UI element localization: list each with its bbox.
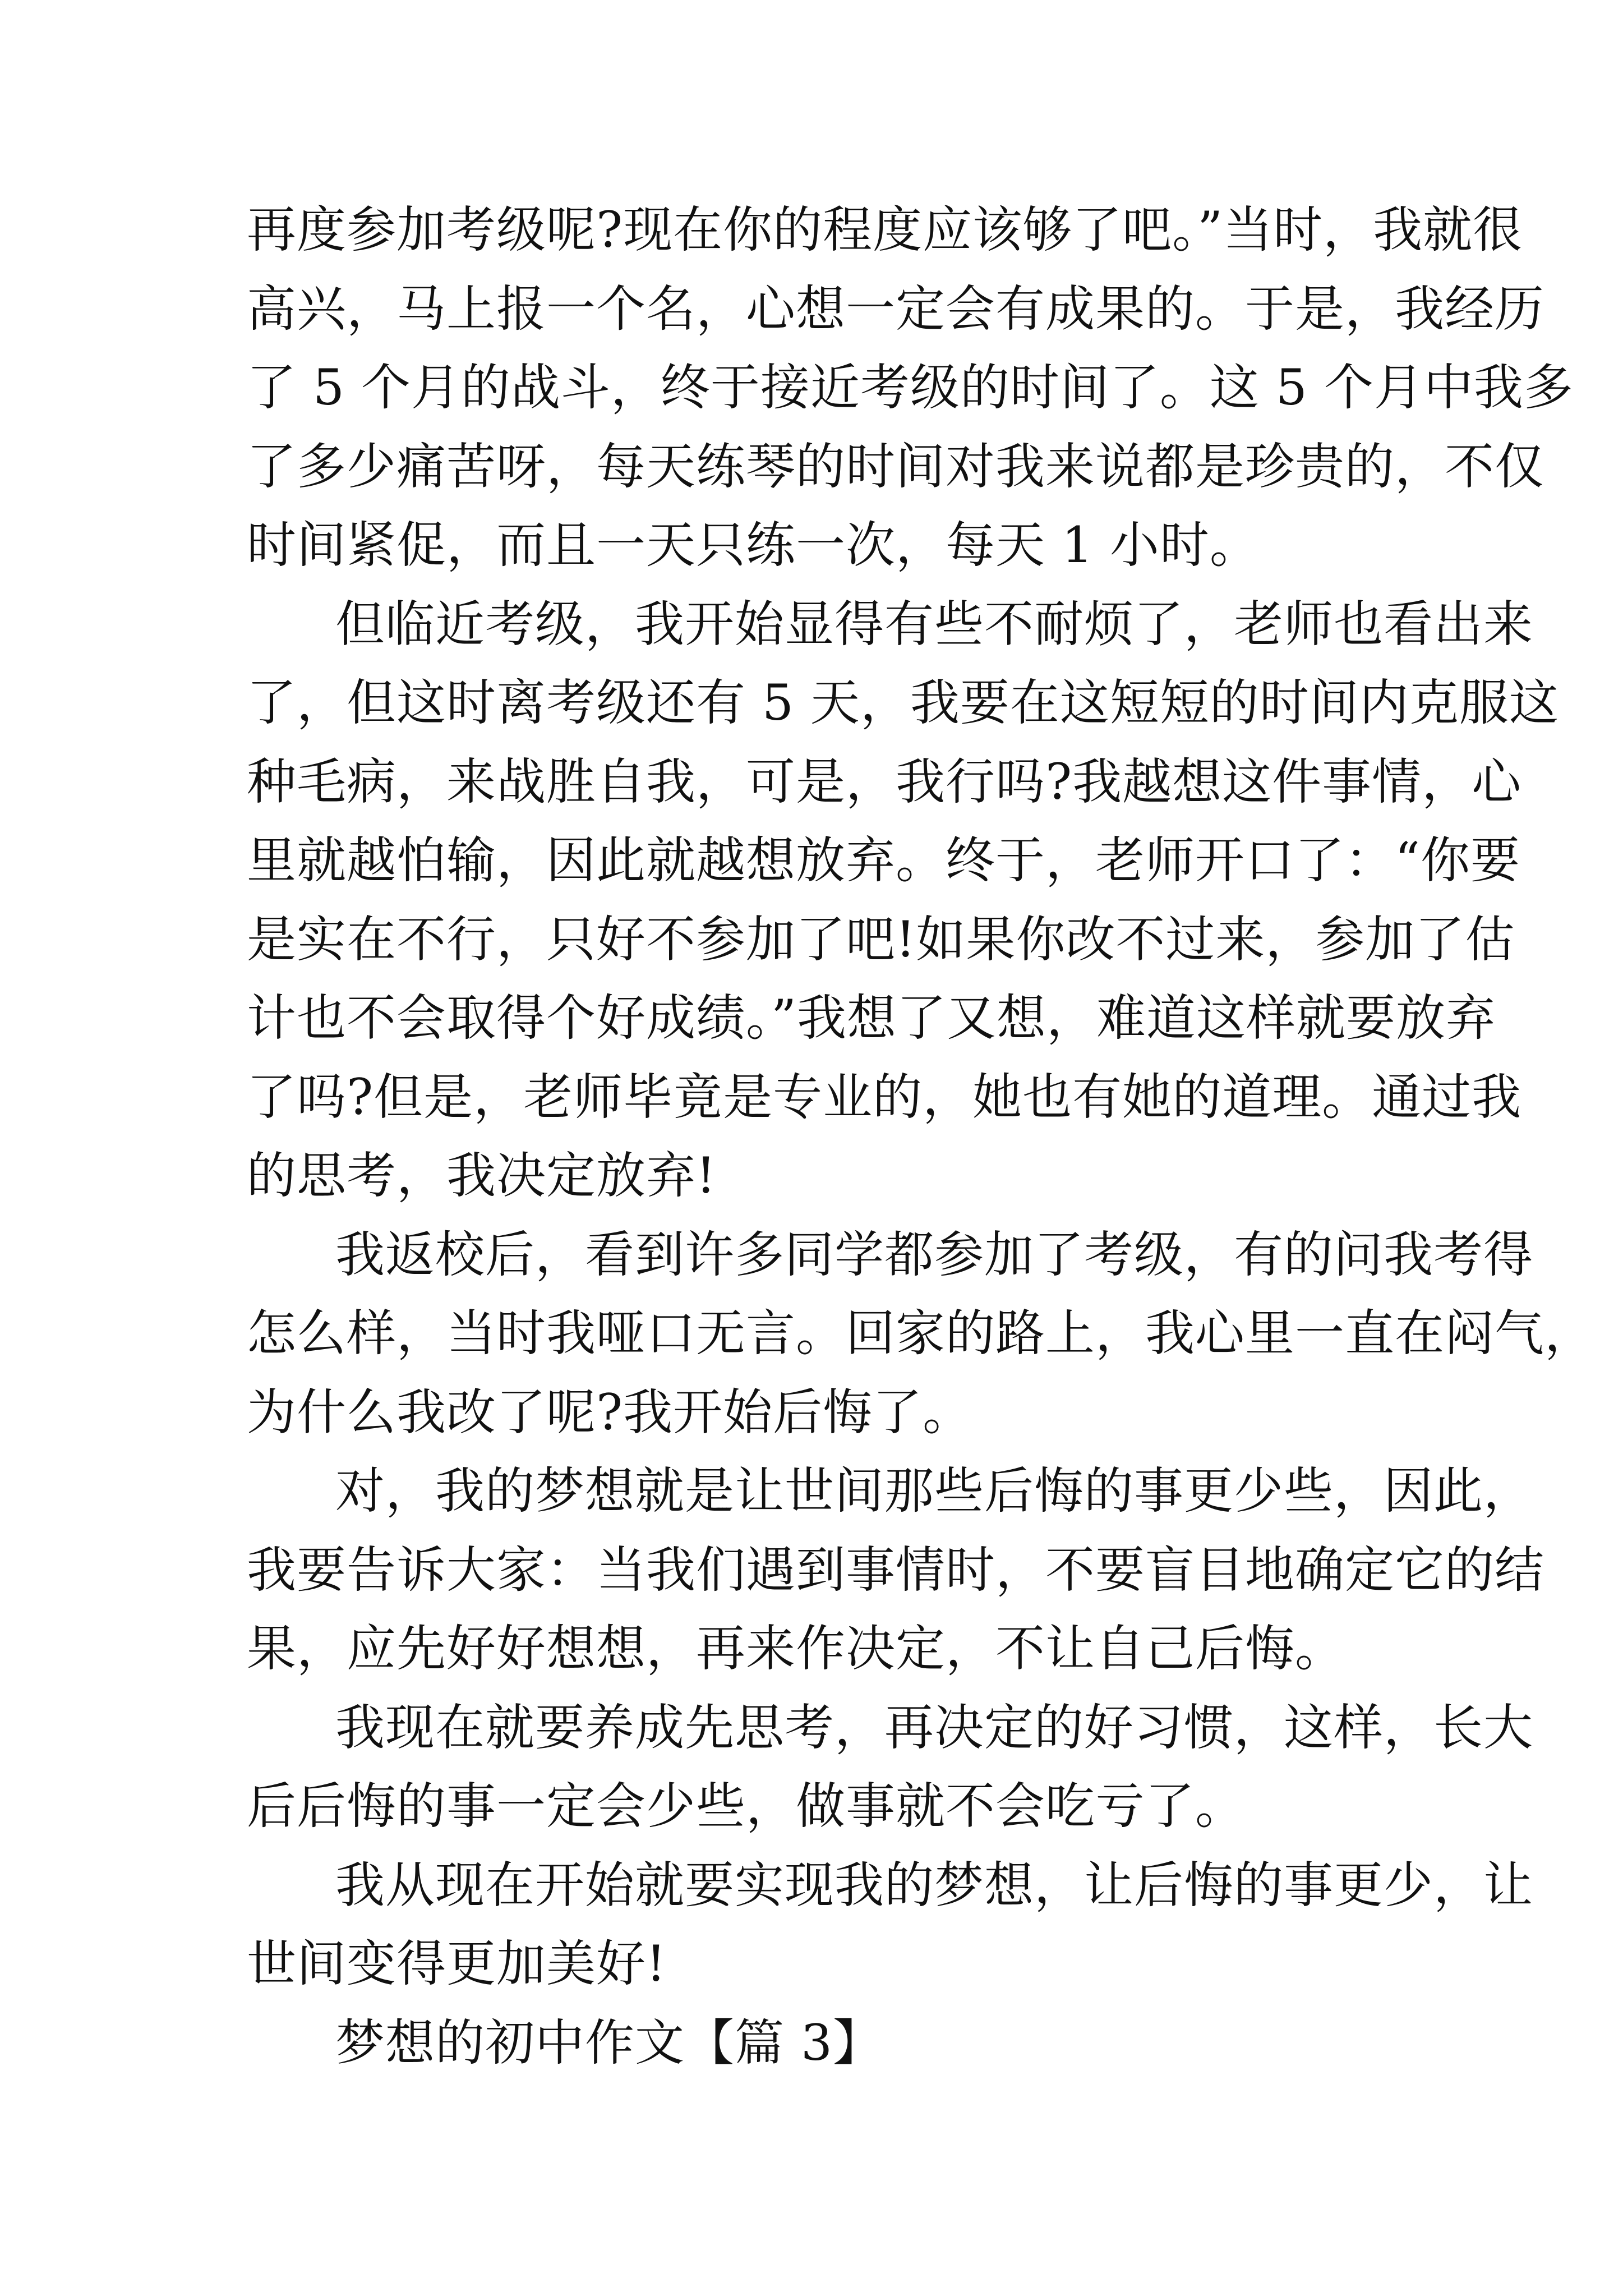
- text-line: 是实在不行，只好不参加了吧!如果你改不过来，参加了估: [247, 910, 1515, 968]
- text-line: 我返校后，看到许多同学都参加了考级，有的问我考得: [335, 1225, 1534, 1283]
- text-line: 了 5 个月的战斗，终于接近考级的时间了。这 5 个月中我多: [247, 358, 1574, 416]
- text-line: 了吗?但是，老师毕竟是专业的，她也有她的道理。通过我: [247, 1068, 1522, 1126]
- text-line: 计也不会取得个好成绩。”我想了又想，难道这样就要放弃: [247, 989, 1496, 1047]
- paragraph-5: [247, 1688, 1534, 1846]
- text-line: 再度参加考级呢?现在你的程度应该够了吧。”当时，我就很: [247, 201, 1523, 259]
- paragraph-6: [247, 1846, 1534, 2004]
- text-line: 后后悔的事一定会少些，做事就不会吃亏了。: [247, 1777, 1246, 1835]
- text-line: 我现在就要养成先思考，再决定的好习惯，这样，长大: [335, 1698, 1534, 1756]
- text-line: 高兴，马上报一个名，心想一定会有成果的。于是，我经历: [247, 279, 1545, 338]
- text-line: 对，我的梦想就是让世间那些后悔的事更少些，因此，: [335, 1462, 1534, 1520]
- text-line: 怎么样，当时我哑口无言。回家的路上，我心里一直在闷气，: [247, 1304, 1595, 1362]
- text-line: 里就越怕输，因此就越想放弃。终于，老师开口了：“你要: [247, 831, 1520, 889]
- text-line: 种毛病，来战胜自我，可是，我行吗?我越想这件事情，心: [247, 752, 1522, 811]
- paragraph-2: [247, 585, 1559, 1216]
- text-line: 世间变得更加美好!: [247, 1935, 667, 1993]
- text-line: 的思考，我决定放弃!: [247, 1147, 717, 1204]
- section-heading: [247, 2004, 1396, 2083]
- text-line: 了，但这时离考级还有 5 天，我要在这短短的时间内克服这: [247, 674, 1559, 731]
- text-line: 但临近考级，我开始显得有些不耐烦了，老师也看出来: [335, 595, 1534, 653]
- paragraph-3: [247, 1216, 1595, 1452]
- paragraph-1: [247, 191, 1574, 585]
- heading-text: 梦想的初中作文【篇 3】: [335, 2013, 883, 2072]
- text-line: 果，应先好好想想，再来作决定，不让自己后悔。: [247, 1619, 1345, 1677]
- document-body: [247, 191, 1595, 2082]
- paragraph-4: [247, 1452, 1545, 1688]
- text-line: 为什么我改了呢?我开始后悔了。: [247, 1383, 973, 1441]
- text-line: 我从现在开始就要实现我的梦想，让后悔的事更少，让: [335, 1856, 1534, 1914]
- text-line: 了多少痛苦呀，每天练琴的时间对我来说都是珍贵的，不仅: [247, 437, 1545, 495]
- text-line: 时间紧促，而且一天只练一次，每天 1 小时。: [247, 516, 1260, 574]
- text-line: 我要告诉大家：当我们遇到事情时，不要盲目地确定它的结: [247, 1540, 1545, 1599]
